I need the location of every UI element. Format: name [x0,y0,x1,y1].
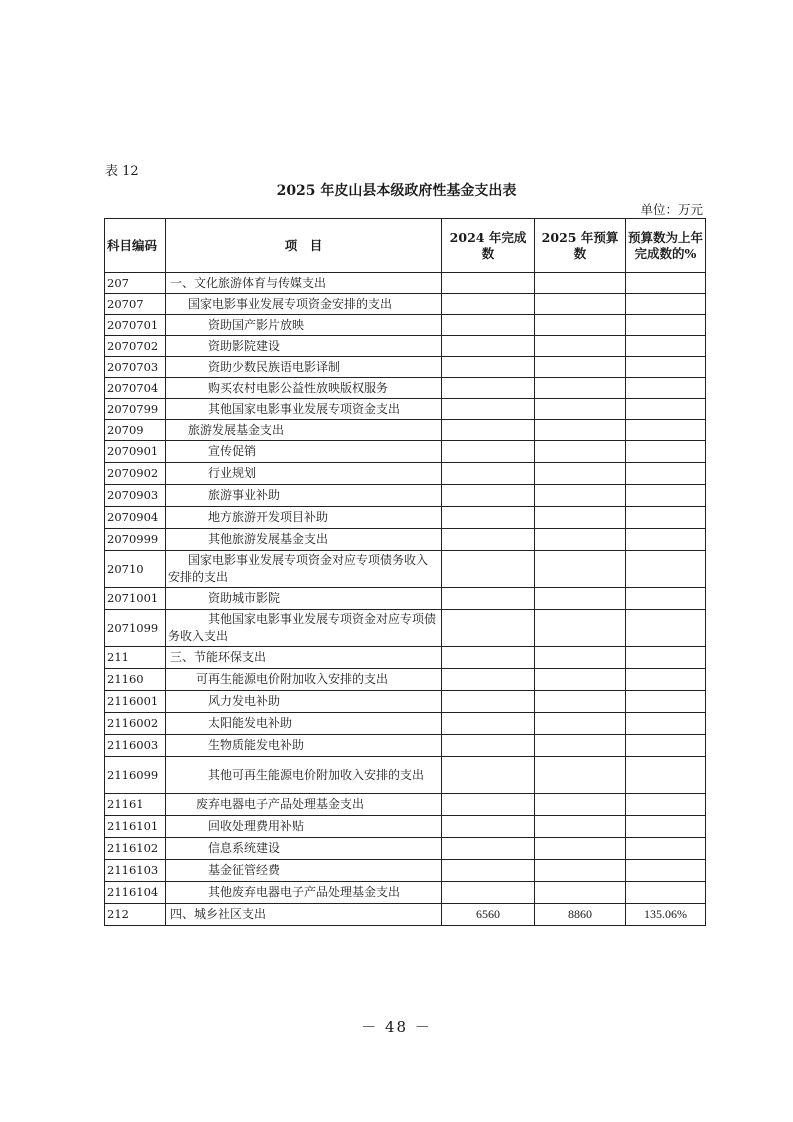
table-row [105,816,706,838]
row-2025-value [535,507,626,529]
row-2024-value [442,336,535,357]
row-percent [626,588,706,610]
table-body [105,273,706,926]
row-2024-value [442,794,535,816]
row-item-name: 其他废弃电器电子产品处理基金支出 [166,882,442,904]
row-2025-value [535,551,626,588]
row-2024-value [442,507,535,529]
row-item-name: 资助国产影片放映 [166,315,442,336]
row-2024-value [442,735,535,757]
table-row [105,647,706,669]
row-code: 2070704 [105,378,166,399]
table-row [105,691,706,713]
row-item-name: 购买农村电影公益性放映版权服务 [166,378,442,399]
table-row [105,420,706,441]
row-item-name: 太阳能发电补助 [166,713,442,735]
row-2025-value [535,610,626,647]
row-percent [626,816,706,838]
row-2024-value [442,273,535,294]
row-2024-value [442,315,535,336]
row-item-name: 行业规划 [166,463,442,485]
row-percent [626,838,706,860]
table-row [105,735,706,757]
row-2024-value [442,816,535,838]
fund-expenditure-table [104,218,706,926]
row-2024-value [442,757,535,794]
row-2025-value [535,735,626,757]
row-percent [626,794,706,816]
table-row [105,399,706,420]
table-row [105,294,706,315]
table-row [105,838,706,860]
row-code: 2070702 [105,336,166,357]
row-2025-value [535,529,626,551]
row-percent [626,485,706,507]
row-percent [626,399,706,420]
row-item-name: 信息系统建设 [166,838,442,860]
row-2025-value [535,647,626,669]
header-2024: 2024 年完成数 [442,219,535,273]
row-code: 2070903 [105,485,166,507]
row-code: 212 [105,904,166,926]
row-2025-value [535,713,626,735]
row-percent [626,860,706,882]
row-item-name: 宣传促销 [166,441,442,463]
table-row [105,441,706,463]
row-item-name: 国家电影事业发展专项资金对应专项债务收入安排的支出 [166,551,442,588]
row-2025-value [535,882,626,904]
row-2024-value [442,357,535,378]
table-row [105,904,706,926]
row-item-name: 基金征管经费 [166,860,442,882]
row-2024-value [442,860,535,882]
row-2025-value [535,838,626,860]
row-percent [626,273,706,294]
row-code: 21160 [105,669,166,691]
row-percent [626,669,706,691]
row-item-name: 废弃电器电子产品处理基金支出 [166,794,442,816]
row-2025-value [535,588,626,610]
row-code: 2116103 [105,860,166,882]
row-code: 2070799 [105,399,166,420]
row-percent [626,647,706,669]
row-2025-value [535,315,626,336]
table-row [105,336,706,357]
row-item-name: 其他可再生能源电价附加收入安排的支出 [166,757,442,794]
row-item-name: 生物质能发电补助 [166,735,442,757]
row-item-name: 国家电影事业发展专项资金安排的支出 [166,294,442,315]
row-percent [626,551,706,588]
table-row [105,588,706,610]
row-item-name: 资助少数民族语电影译制 [166,357,442,378]
row-code: 2116099 [105,757,166,794]
row-2025-value [535,669,626,691]
row-percent [626,713,706,735]
row-item-name: 其他旅游发展基金支出 [166,529,442,551]
row-code: 21161 [105,794,166,816]
row-percent [626,882,706,904]
row-percent [626,336,706,357]
row-percent [626,441,706,463]
table-row [105,610,706,647]
row-2025-value [535,273,626,294]
table-row [105,273,706,294]
table-row [105,485,706,507]
row-code: 2070999 [105,529,166,551]
row-percent [626,610,706,647]
table-row [105,794,706,816]
row-percent [626,507,706,529]
row-item-name: 一、文化旅游体育与传媒支出 [166,273,442,294]
row-percent [626,315,706,336]
row-item-name: 其他国家电影事业发展专项资金支出 [166,399,442,420]
row-percent [626,294,706,315]
row-item-name: 可再生能源电价附加收入安排的支出 [166,669,442,691]
row-percent [626,357,706,378]
row-percent [626,420,706,441]
row-code: 2116102 [105,838,166,860]
row-2024-value [442,485,535,507]
header-percent: 预算数为上年完成数的% [626,219,706,273]
row-code: 20710 [105,551,166,588]
table-header-row [105,219,706,273]
row-code: 2116003 [105,735,166,757]
row-code: 2116101 [105,816,166,838]
row-code: 2116001 [105,691,166,713]
table-row [105,669,706,691]
row-code: 2070904 [105,507,166,529]
table-row [105,378,706,399]
page-number: － 48 － [361,1018,432,1036]
row-percent [626,735,706,757]
row-2025-value: 8860 [535,904,626,926]
page-title: 2025 年皮山县本级政府性基金支出表 [276,183,517,199]
row-percent [626,378,706,399]
row-code: 2070902 [105,463,166,485]
row-2025-value [535,463,626,485]
row-2024-value [442,551,535,588]
row-item-name: 风力发电补助 [166,691,442,713]
row-code: 2071099 [105,610,166,647]
row-2025-value [535,757,626,794]
row-2025-value [535,691,626,713]
unit-label: 单位：万元 [640,202,703,217]
row-2024-value: 6560 [442,904,535,926]
row-item-name: 资助城市影院 [166,588,442,610]
row-code: 2116002 [105,713,166,735]
row-item-name: 地方旅游开发项目补助 [166,507,442,529]
table-row [105,757,706,794]
row-2025-value [535,378,626,399]
row-2024-value [442,647,535,669]
row-percent [626,529,706,551]
row-code: 2070703 [105,357,166,378]
table-row [105,463,706,485]
table-row [105,551,706,588]
row-2025-value [535,336,626,357]
row-2024-value [442,713,535,735]
row-percent [626,757,706,794]
row-2024-value [442,294,535,315]
row-2024-value [442,610,535,647]
row-2024-value [442,420,535,441]
row-code: 207 [105,273,166,294]
table-row [105,882,706,904]
row-2024-value [442,399,535,420]
row-2025-value [535,441,626,463]
row-2025-value [535,794,626,816]
row-2024-value [442,882,535,904]
row-code: 2070901 [105,441,166,463]
row-item-name: 旅游事业补助 [166,485,442,507]
row-2024-value [442,838,535,860]
row-percent: 135.06% [626,904,706,926]
header-2025: 2025 年预算数 [535,219,626,273]
row-code: 2116104 [105,882,166,904]
row-percent [626,691,706,713]
row-item-name: 其他国家电影事业发展专项资金对应专项债务收入支出 [166,610,442,647]
row-item-name: 资助影院建设 [166,336,442,357]
row-2024-value [442,378,535,399]
row-code: 20709 [105,420,166,441]
row-item-name: 四、城乡社区支出 [166,904,442,926]
table-row [105,860,706,882]
row-2025-value [535,357,626,378]
row-item-name: 回收处理费用补贴 [166,816,442,838]
table-row [105,357,706,378]
row-2025-value [535,420,626,441]
row-2025-value [535,816,626,838]
header-item: 项 目 [166,219,442,273]
row-code: 2071001 [105,588,166,610]
row-item-name: 三、节能环保支出 [166,647,442,669]
row-code: 2070701 [105,315,166,336]
row-2024-value [442,463,535,485]
table-row [105,529,706,551]
row-2024-value [442,669,535,691]
table-row [105,315,706,336]
row-2024-value [442,588,535,610]
row-2025-value [535,485,626,507]
row-2025-value [535,399,626,420]
header-code: 科目编码 [105,219,166,273]
row-2024-value [442,441,535,463]
row-2024-value [442,529,535,551]
table-number: 表 12 [105,164,139,179]
table-row [105,507,706,529]
table-row [105,713,706,735]
row-code: 20707 [105,294,166,315]
row-code: 211 [105,647,166,669]
row-item-name: 旅游发展基金支出 [166,420,442,441]
row-2025-value [535,860,626,882]
row-2024-value [442,691,535,713]
row-percent [626,463,706,485]
row-2025-value [535,294,626,315]
